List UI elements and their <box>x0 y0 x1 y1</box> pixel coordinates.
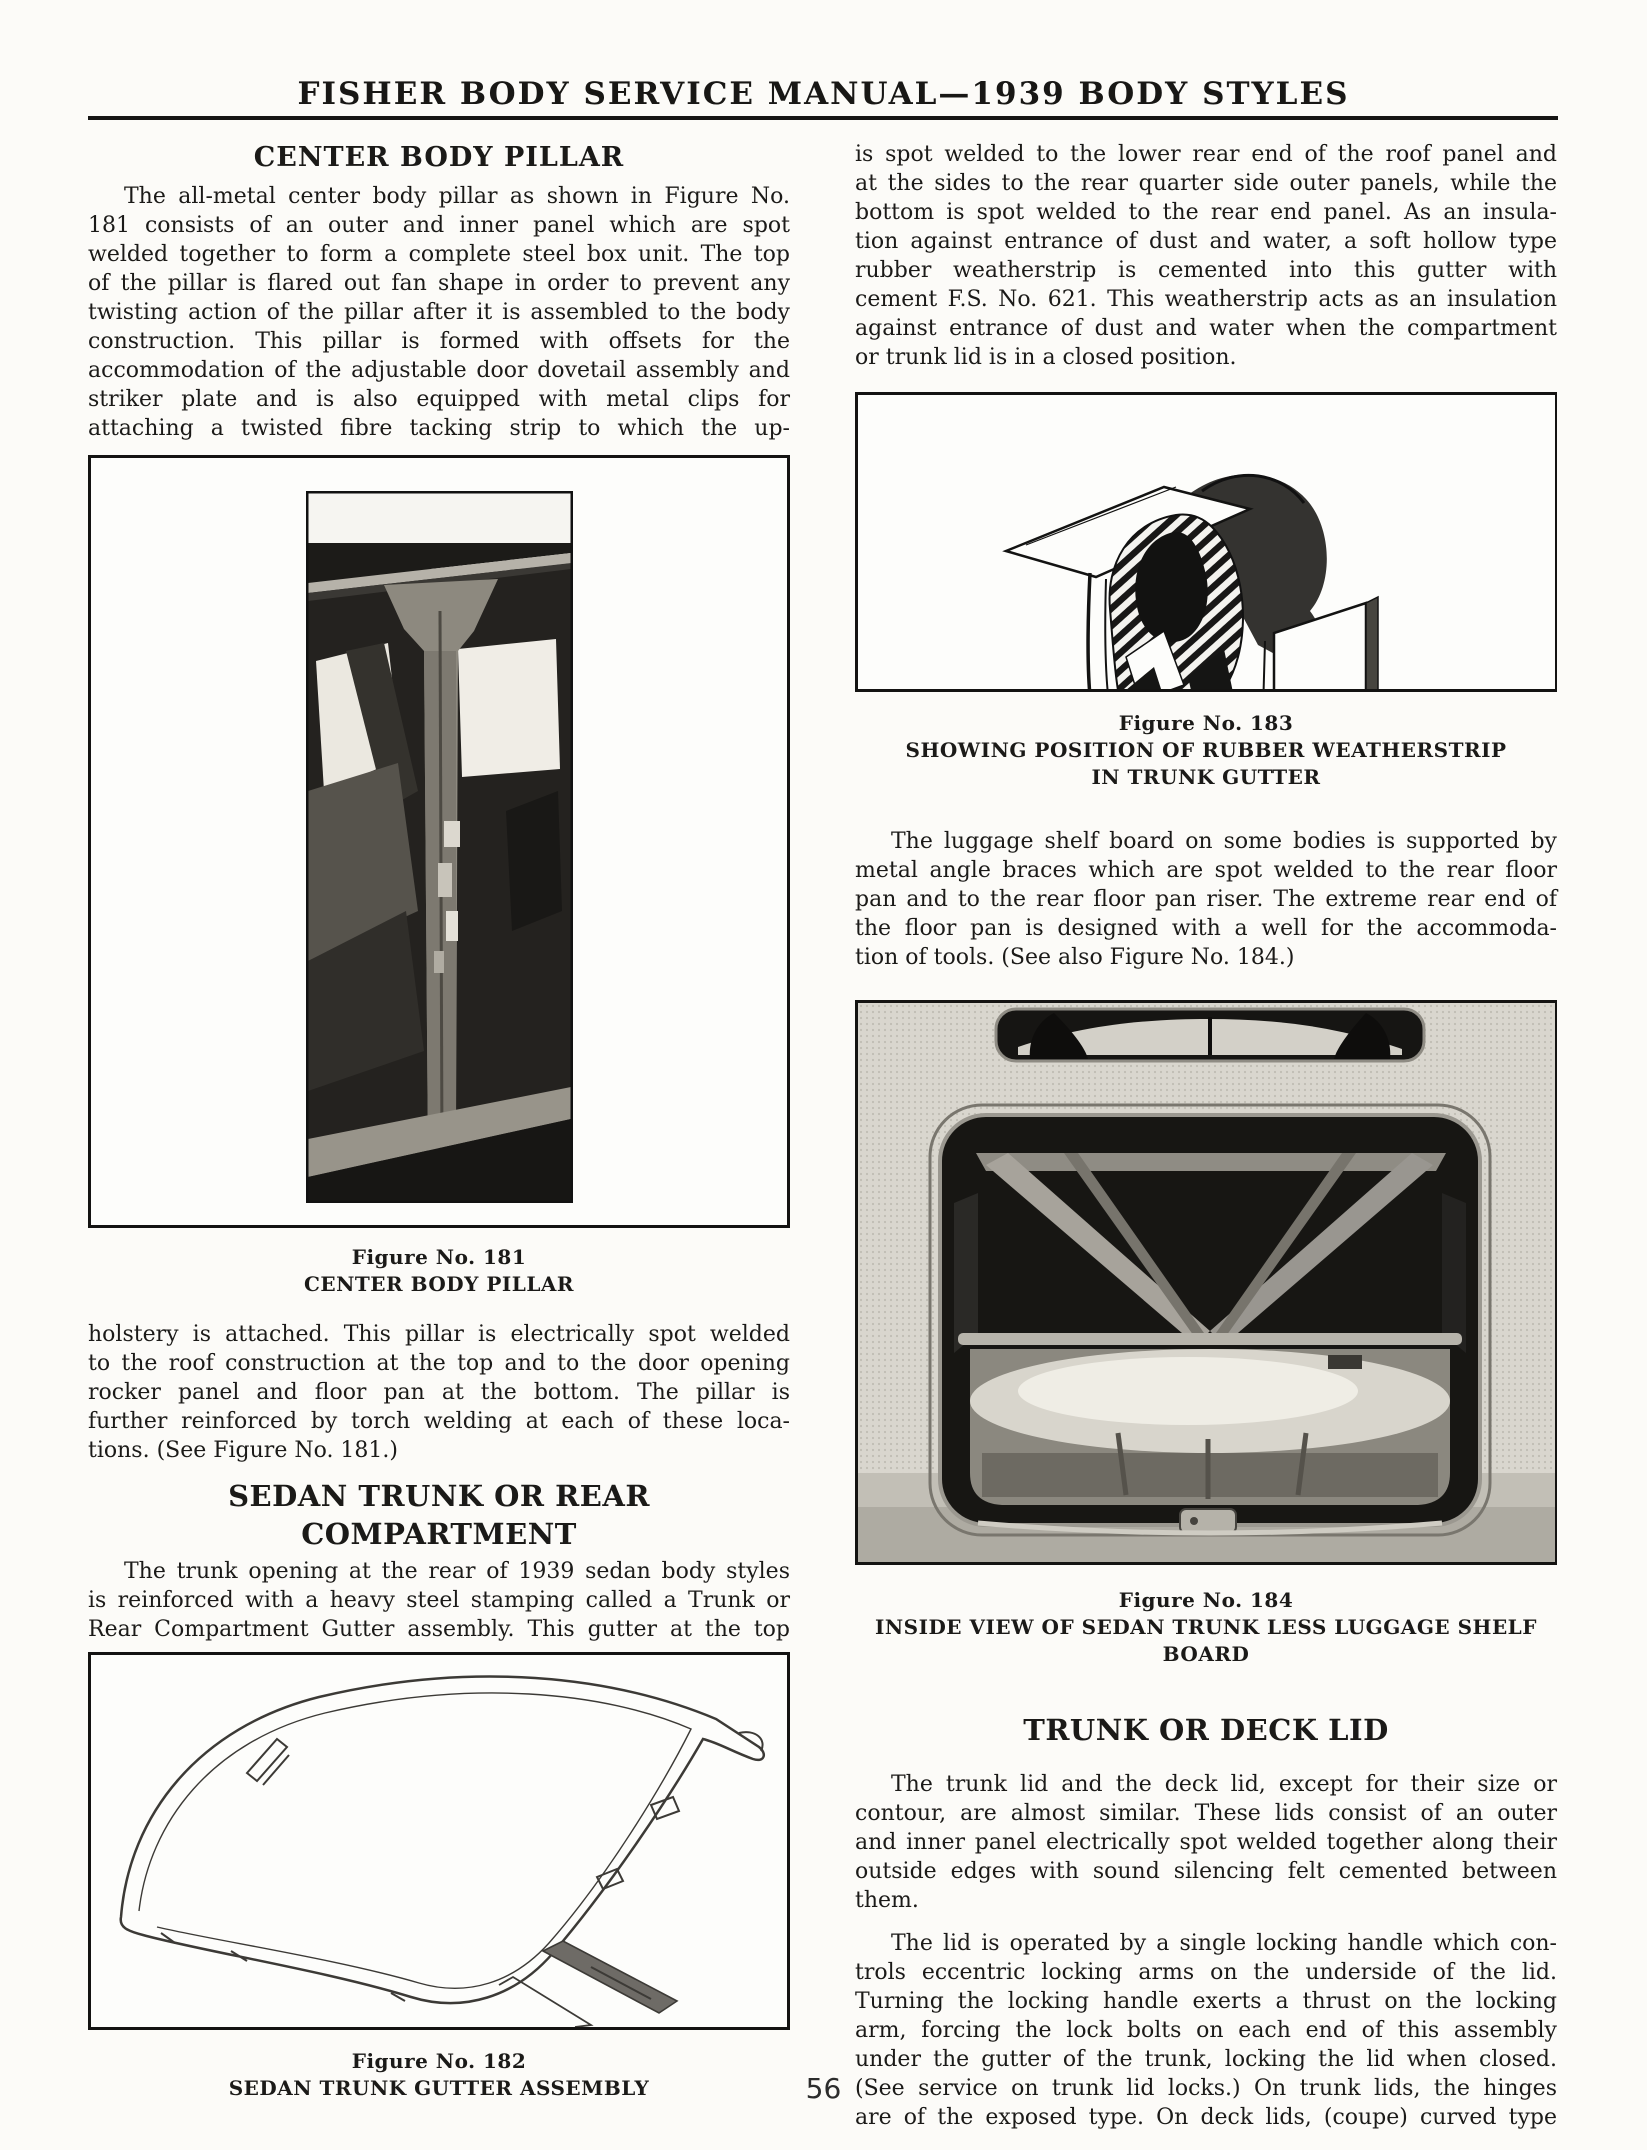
text-line: them. <box>855 1888 919 1913</box>
figure-181-photo <box>306 491 573 1203</box>
text-line: cement F.S. No. 621. This weatherstrip acts as an insulation <box>855 287 1557 312</box>
text-line: accommodation of the adjustable door dovetail assembly and <box>88 358 790 383</box>
text-line: The all-metal center body pillar as shown in Figure No. <box>124 184 790 209</box>
figure-182-caption-line1: Figure No. 182 <box>351 2049 527 2073</box>
text-line: is spot welded to the lower rear end of the roof panel and <box>855 142 1557 167</box>
text-line: Turning the locking handle exerts a thrust on the locking <box>855 1989 1557 2014</box>
text-line: 181 consists of an outer and inner panel which are spot <box>88 213 790 238</box>
text-line: The lid is operated by a single locking handle which con- <box>891 1931 1557 1956</box>
text-line: arm, forcing the lock bolts on each end of this assembly <box>855 2018 1557 2043</box>
text-line: contour, are almost similar. These lids consist of an outer <box>855 1801 1557 1826</box>
text-line: tion of tools. (See also Figure No. 184.) <box>855 945 1295 970</box>
figure-184-caption <box>855 1587 1557 1668</box>
page-number: 56 <box>805 2072 842 2105</box>
figure-181-box <box>88 455 790 1228</box>
figure-181-caption-line1: Figure No. 181 <box>351 1245 527 1269</box>
text-line: are of the exposed type. On deck lids, (coupe) curved type <box>855 2105 1557 2130</box>
figure-184-photo <box>858 1003 1555 1562</box>
paragraph <box>855 1770 1557 1915</box>
text-line: rocker panel and floor pan at the bottom. The pillar is <box>88 1380 790 1405</box>
text-line: metal angle braces which are spot welded to the rear floor <box>855 858 1557 883</box>
text-line: construction. This pillar is formed with offsets for the <box>88 329 790 354</box>
text-line: rubber weatherstrip is cemented into this gutter with <box>855 258 1557 283</box>
figure-182-caption-line2: SEDAN TRUNK GUTTER ASSEMBLY <box>228 2076 650 2100</box>
header-rule <box>88 116 1558 120</box>
text-line: is reinforced with a heavy steel stamping called a Trunk or <box>88 1588 790 1613</box>
paragraph <box>88 1320 790 1465</box>
figure-183-caption-line2: SHOWING POSITION OF RUBBER WEATHERSTRIP <box>905 738 1507 762</box>
figure-183-drawing <box>858 395 1555 689</box>
figure-184-caption-line2: INSIDE VIEW OF SEDAN TRUNK LESS LUGGAGE SHELF BOARD <box>875 1615 1537 1666</box>
text-line: holstery is attached. This pillar is electrically spot welded <box>88 1322 790 1347</box>
right-column <box>855 140 1557 2132</box>
paragraph <box>88 182 790 443</box>
text-line: tion against entrance of dust and water, a soft hollow type <box>855 229 1557 254</box>
text-line: welded together to form a complete steel box unit. The top <box>88 242 790 267</box>
section-heading-sedan-trunk: SEDAN TRUNK OR REAR COMPARTMENT <box>228 1479 650 1551</box>
figure-182-box <box>88 1652 790 2030</box>
figure-182-drawing <box>91 1655 787 2027</box>
text-line: under the gutter of the trunk, locking the lid when closed. <box>855 2047 1557 2072</box>
figure-183-caption-line1: Figure No. 183 <box>1118 711 1294 735</box>
text-line: The trunk lid and the deck lid, except for their size or <box>891 1772 1557 1797</box>
text-line: striker plate and is also equipped with metal clips for <box>88 387 790 412</box>
text-line: trols eccentric locking arms on the underside of the lid. <box>855 1960 1557 1985</box>
paragraph <box>855 140 1557 372</box>
text-line: against entrance of dust and water when the compartment <box>855 316 1557 341</box>
figure-183-box <box>855 392 1557 692</box>
page-header-title: FISHER BODY SERVICE MANUAL—1939 BODY STYLES <box>297 76 1350 112</box>
figure-181-caption <box>88 1244 790 1298</box>
text-line: attaching a twisted fibre tacking strip to which the up- <box>88 416 790 441</box>
text-line: tions. (See Figure No. 181.) <box>88 1438 398 1463</box>
figure-184-box <box>855 1000 1557 1565</box>
section-heading-center-body-pillar: CENTER BODY PILLAR <box>253 142 625 173</box>
text-line: the floor pan is designed with a well for the accommoda- <box>855 916 1557 941</box>
paragraph <box>855 827 1557 972</box>
text-line: The luggage shelf board on some bodies is supported by <box>891 829 1557 854</box>
figure-183-caption-line3: IN TRUNK GUTTER <box>1091 765 1321 789</box>
text-line: or trunk lid is in a closed position. <box>855 345 1237 370</box>
text-line: bottom is spot welded to the rear end panel. As an insula- <box>855 200 1557 225</box>
figure-181-caption-line2: CENTER BODY PILLAR <box>303 1272 575 1296</box>
text-line: Rear Compartment Gutter assembly. This gutter at the top <box>88 1617 790 1642</box>
left-column <box>88 140 790 2102</box>
figure-183-caption <box>855 710 1557 791</box>
text-line: (See service on trunk lid locks.) On trunk lids, the hinges <box>855 2076 1557 2101</box>
text-line: twisting action of the pillar after it is assembled to the body <box>88 300 790 325</box>
paragraph <box>88 1557 790 1644</box>
text-line: further reinforced by torch welding at each of these loca- <box>88 1409 790 1434</box>
text-line: outside edges with sound silencing felt cemented between <box>855 1859 1557 1884</box>
text-line: pan and to the rear floor pan riser. The extreme rear end of <box>855 887 1557 912</box>
text-line: The trunk opening at the rear of 1939 sedan body styles <box>124 1559 790 1584</box>
text-line: at the sides to the rear quarter side outer panels, while the <box>855 171 1557 196</box>
text-line: of the pillar is flared out fan shape in order to prevent any <box>88 271 790 296</box>
figure-184-caption-line1: Figure No. 184 <box>1118 1588 1294 1612</box>
text-line: to the roof construction at the top and to the door opening <box>88 1351 790 1376</box>
text-line: and inner panel electrically spot welded together along their <box>855 1830 1557 1855</box>
section-heading-trunk-or-deck-lid: TRUNK OR DECK LID <box>1023 1713 1389 1747</box>
